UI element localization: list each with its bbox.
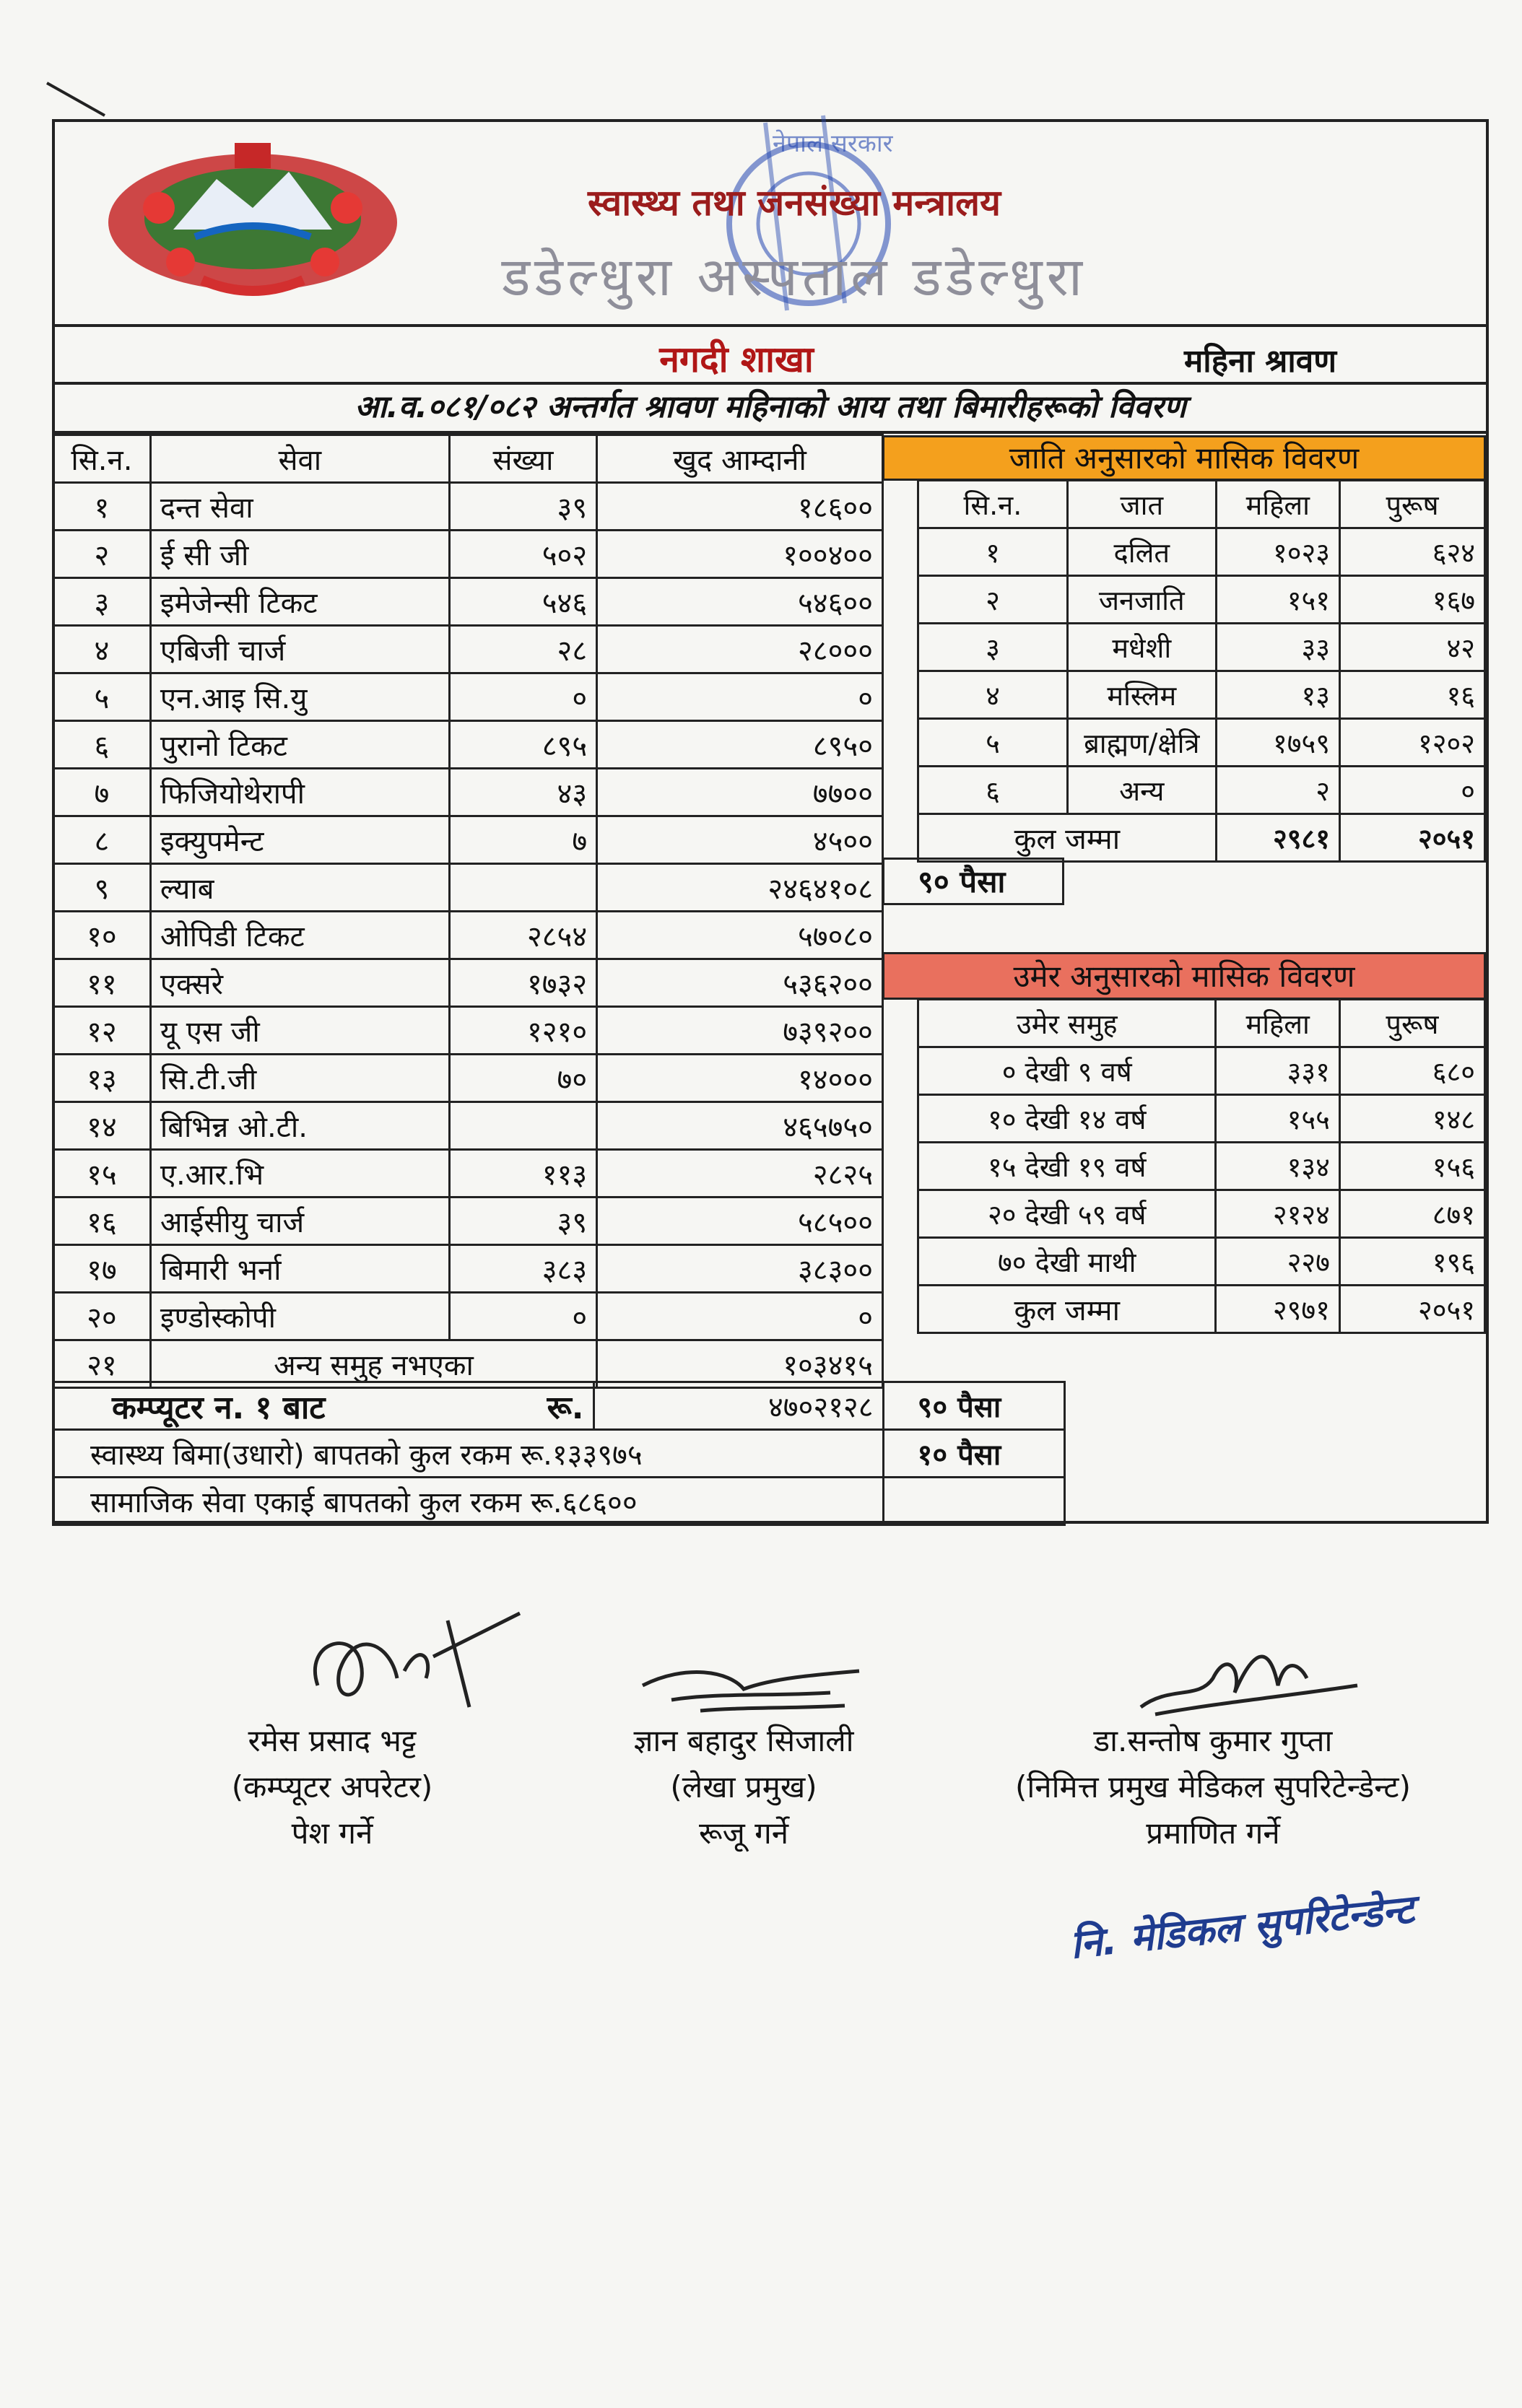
age-group: ७० देखी माथी <box>918 1238 1216 1286</box>
caste-table-header <box>918 481 1485 528</box>
signatory-3-action: प्रमाणित गर्ने <box>1146 1815 1280 1851</box>
row-count: ५०२ <box>449 531 596 578</box>
signature-santosh-icon <box>1126 1628 1365 1722</box>
income-table-header <box>53 435 883 483</box>
row-service: बिमारी भर्ना <box>150 1245 449 1293</box>
caste-male: ० <box>1340 767 1485 814</box>
row-income: ० <box>597 673 883 721</box>
income-row <box>53 483 883 531</box>
signature-block-2 <box>570 1718 917 1857</box>
other-sn: २१ <box>53 1340 151 1388</box>
row-income: २८२५ <box>597 1150 883 1198</box>
income-row <box>53 769 883 816</box>
caste-row <box>918 671 1485 719</box>
caste-row <box>918 767 1485 814</box>
caste-sn: ६ <box>918 767 1068 814</box>
row-service: एबिजी चार्ज <box>150 626 449 673</box>
caste-female: १७५९ <box>1216 719 1339 767</box>
month-label: महिना श्रावण <box>1184 343 1337 380</box>
rupee-sign: रू. <box>547 1389 584 1426</box>
row-income: ७३९२०० <box>597 1007 883 1055</box>
income-row <box>53 626 883 673</box>
row-service: बिभिन्न ओ.टी. <box>150 1102 449 1150</box>
signatory-3-name: डा.सन्तोष कुमार गुप्ता <box>1093 1723 1333 1758</box>
row-sn: ५ <box>53 673 151 721</box>
age-male: १५६ <box>1339 1143 1484 1190</box>
row-count: ० <box>449 1293 596 1340</box>
caste-female: १५१ <box>1216 576 1339 624</box>
row-income: २४६४१०८ <box>597 864 883 912</box>
row-service: सि.टी.जी <box>150 1055 449 1102</box>
caste-male: १२०२ <box>1340 719 1485 767</box>
signature-block-1 <box>166 1718 498 1857</box>
age-female: २२७ <box>1216 1238 1339 1286</box>
social-service-total: सामाजिक सेवा एकाई बापतको कुल रकम रू.६८६०० <box>53 1478 884 1525</box>
row-income: ३८३०० <box>597 1245 883 1293</box>
age-female: ३३१ <box>1216 1047 1339 1095</box>
age-table-header <box>918 1000 1485 1047</box>
income-row <box>53 1007 883 1055</box>
signatory-2-name: ज्ञान बहादुर सिजाली <box>633 1723 854 1758</box>
age-table <box>917 998 1486 1334</box>
age-male: ६८० <box>1339 1047 1484 1095</box>
row-service: दन्त सेवा <box>150 483 449 531</box>
income-row <box>53 912 883 959</box>
caste-table-title: जाति अनुसारको मासिक विवरण <box>882 435 1486 481</box>
caste-male: १६७ <box>1340 576 1485 624</box>
signature-ramesh-icon <box>289 1599 534 1722</box>
income-row <box>53 1245 883 1293</box>
signatory-1-action: पेश गर्ने <box>291 1815 373 1851</box>
lab-paisa: ९० पैसा <box>882 858 1064 905</box>
insurance-paisa: १० पैसा <box>883 1430 1064 1478</box>
social-empty-cell <box>883 1478 1064 1525</box>
row-count <box>449 1102 596 1150</box>
income-row <box>53 816 883 864</box>
age-group: १० देखी १४ वर्ष <box>918 1095 1216 1143</box>
caste-sn: २ <box>918 576 1068 624</box>
computer-total-label <box>53 1382 594 1430</box>
caste-name: ब्राह्मण/क्षेत्रि <box>1067 719 1216 767</box>
caste-female: २ <box>1216 767 1339 814</box>
caste-sn: ३ <box>918 624 1068 671</box>
government-emblem-icon <box>94 128 412 309</box>
row-sn: १ <box>53 483 151 531</box>
income-row <box>53 864 883 912</box>
signature-block-3 <box>939 1718 1487 1857</box>
age-male: १४८ <box>1339 1095 1484 1143</box>
caste-header-female: महिला <box>1216 481 1339 528</box>
insurance-row <box>53 1430 1065 1478</box>
age-row <box>918 1095 1485 1143</box>
row-sn: ७ <box>53 769 151 816</box>
row-income: ५७०८० <box>597 912 883 959</box>
row-count: ८९५ <box>449 721 596 769</box>
age-header-female: महिला <box>1216 1000 1339 1047</box>
row-income: ० <box>597 1293 883 1340</box>
row-sn: १० <box>53 912 151 959</box>
social-row <box>53 1478 1065 1525</box>
row-income: ८९५० <box>597 721 883 769</box>
income-row <box>53 1293 883 1340</box>
caste-name: जनजाति <box>1067 576 1216 624</box>
signatory-1-role: (कम्प्यूटर अपरेटर) <box>231 1769 433 1805</box>
age-total-male: २०५१ <box>1339 1286 1484 1333</box>
row-income: १४००० <box>597 1055 883 1102</box>
age-group: १५ देखी १९ वर्ष <box>918 1143 1216 1190</box>
row-income: ५३६२०० <box>597 959 883 1007</box>
row-sn: २० <box>53 1293 151 1340</box>
row-sn: १४ <box>53 1102 151 1150</box>
income-row <box>53 1198 883 1245</box>
row-service: फिजियोथेरापी <box>150 769 449 816</box>
caste-total-female: २९८१ <box>1216 814 1339 862</box>
signatory-1-name: रमेस प्रसाद भट्ट <box>248 1723 417 1758</box>
other-label: अन्य समुह नभएका <box>150 1340 596 1388</box>
row-count: २८५४ <box>449 912 596 959</box>
row-service: ल्याब <box>150 864 449 912</box>
row-count: २८ <box>449 626 596 673</box>
row-service: यू एस जी <box>150 1007 449 1055</box>
row-sn: ९ <box>53 864 151 912</box>
row-income: ४६५७५० <box>597 1102 883 1150</box>
row-service: एक्सरे <box>150 959 449 1007</box>
caste-name: मस्लिम <box>1067 671 1216 719</box>
caste-sn: १ <box>918 528 1068 576</box>
row-sn: ४ <box>53 626 151 673</box>
age-row <box>918 1190 1485 1238</box>
caste-header-sn: सि.न. <box>918 481 1068 528</box>
row-sn: ८ <box>53 816 151 864</box>
row-service: इण्डोस्कोपी <box>150 1293 449 1340</box>
caste-male: ६२४ <box>1340 528 1485 576</box>
row-income: ५४६०० <box>597 578 883 626</box>
income-row <box>53 959 883 1007</box>
computer-total-row <box>53 1382 1065 1430</box>
income-row <box>53 721 883 769</box>
caste-row <box>918 576 1485 624</box>
age-female: १५५ <box>1216 1095 1339 1143</box>
caste-male: १६ <box>1340 671 1485 719</box>
header-service: सेवा <box>150 435 449 483</box>
row-count: ३९ <box>449 1198 596 1245</box>
caste-total-label: कुल जम्मा <box>918 814 1217 862</box>
insurance-total: स्वास्थ्य बिमा(उधारो) बापतको कुल रकम रू.१३३९७५ <box>53 1430 884 1478</box>
caste-name: अन्य <box>1067 767 1216 814</box>
row-count: ३९ <box>449 483 596 531</box>
age-female: २१२४ <box>1216 1190 1339 1238</box>
caste-name: दलित <box>1067 528 1216 576</box>
caste-total-male: २०५१ <box>1340 814 1485 862</box>
signatory-3-role: (निमित्त प्रमुख मेडिकल सुपरिटेन्डेन्ट) <box>1015 1769 1411 1805</box>
income-row <box>53 1150 883 1198</box>
row-count: ७ <box>449 816 596 864</box>
age-total-label: कुल जम्मा <box>918 1286 1216 1333</box>
age-header-male: पुरूष <box>1339 1000 1484 1047</box>
row-sn: १६ <box>53 1198 151 1245</box>
row-sn: ११ <box>53 959 151 1007</box>
row-income: ४५०० <box>597 816 883 864</box>
row-count: १२१० <box>449 1007 596 1055</box>
signatory-2-role: (लेखा प्रमुख) <box>670 1769 817 1805</box>
income-row <box>53 531 883 578</box>
computer-total-amount: ४७०२१२८ <box>593 1382 883 1430</box>
age-row <box>918 1238 1485 1286</box>
row-income: २८००० <box>597 626 883 673</box>
age-female: १३४ <box>1216 1143 1339 1190</box>
row-sn: १३ <box>53 1055 151 1102</box>
ministry-title: स्वास्थ्य तथा जनसंख्या मन्त्रालय <box>587 182 1001 224</box>
caste-row <box>918 624 1485 671</box>
row-count: ५४६ <box>449 578 596 626</box>
income-table <box>52 434 884 1389</box>
caste-female: ३३ <box>1216 624 1339 671</box>
row-service: एन.आइ सि.यु <box>150 673 449 721</box>
row-income: ५८५०० <box>597 1198 883 1245</box>
row-sn: ३ <box>53 578 151 626</box>
row-service: ओपिडी टिकट <box>150 912 449 959</box>
row-sn: १२ <box>53 1007 151 1055</box>
row-service: ई सी जी <box>150 531 449 578</box>
row-service: पुरानो टिकट <box>150 721 449 769</box>
signatory-2-action: रूजू गर्ने <box>698 1815 789 1851</box>
row-sn: १५ <box>53 1150 151 1198</box>
row-service: इमेजेन्सी टिकट <box>150 578 449 626</box>
caste-row <box>918 528 1485 576</box>
age-total-row <box>918 1286 1485 1333</box>
row-income: १८६०० <box>597 483 883 531</box>
age-total-female: २९७१ <box>1216 1286 1339 1333</box>
row-count: १७३२ <box>449 959 596 1007</box>
totals-table <box>52 1381 1066 1526</box>
row-income: १००४०० <box>597 531 883 578</box>
row-count <box>449 864 596 912</box>
stamp-text: नेपाल सरकार <box>773 129 893 158</box>
age-header-group: उमेर समुह <box>918 1000 1216 1047</box>
age-group: ० देखी ९ वर्ष <box>918 1047 1216 1095</box>
income-row <box>53 1055 883 1102</box>
corner-mark <box>43 79 108 123</box>
row-sn: ६ <box>53 721 151 769</box>
caste-female: १३ <box>1216 671 1339 719</box>
caste-female: १०२३ <box>1216 528 1339 576</box>
caste-table <box>917 479 1486 863</box>
row-count: ० <box>449 673 596 721</box>
row-count: ७० <box>449 1055 596 1102</box>
income-row <box>53 1102 883 1150</box>
caste-sn: ४ <box>918 671 1068 719</box>
report-subtitle: आ.व.०८१/०८२ अन्तर्गत श्रावण महिनाको आय तथा बिमारीहरूको विवरण <box>55 385 1486 434</box>
age-row <box>918 1047 1485 1095</box>
caste-header-caste: जात <box>1067 481 1216 528</box>
hospital-title: डडेल्धुरा अस्पताल डडेल्धुरा <box>501 246 1087 308</box>
row-income: ७७०० <box>597 769 883 816</box>
caste-sn: ५ <box>918 719 1068 767</box>
row-service: इक्युपमेन्ट <box>150 816 449 864</box>
computer-label-text: कम्प्यूटर न. १ बाट <box>112 1389 326 1426</box>
header-count: संख्या <box>449 435 596 483</box>
computer-total-paisa: ९० पैसा <box>883 1382 1064 1430</box>
age-group: २० देखी ५९ वर्ष <box>918 1190 1216 1238</box>
row-service: ए.आर.भि <box>150 1150 449 1198</box>
income-row <box>53 578 883 626</box>
caste-header-male: पुरूष <box>1340 481 1485 528</box>
medical-superintendent-seal: नि. मेडिकल सुपरिटेन्डेन्ट <box>1068 1886 1417 1968</box>
other-income: १०३४१५ <box>597 1340 883 1388</box>
caste-total-row <box>918 814 1485 862</box>
age-table-title: उमेर अनुसारको मासिक विवरण <box>882 952 1486 1000</box>
age-male: १९६ <box>1339 1238 1484 1286</box>
row-sn: १७ <box>53 1245 151 1293</box>
header-income: खुद आम्दानी <box>597 435 883 483</box>
age-row <box>918 1143 1485 1190</box>
row-service: आईसीयु चार्ज <box>150 1198 449 1245</box>
row-count: ४३ <box>449 769 596 816</box>
age-male: ८७१ <box>1339 1190 1484 1238</box>
branch-title: नगदी शाखा <box>659 339 814 380</box>
caste-name: मधेशी <box>1067 624 1216 671</box>
caste-male: ४२ <box>1340 624 1485 671</box>
caste-row <box>918 719 1485 767</box>
row-count: ११३ <box>449 1150 596 1198</box>
header-sn: सि.न. <box>53 435 151 483</box>
row-sn: २ <box>53 531 151 578</box>
row-count: ३८३ <box>449 1245 596 1293</box>
income-row <box>53 673 883 721</box>
signature-gyan-icon <box>628 1657 874 1722</box>
